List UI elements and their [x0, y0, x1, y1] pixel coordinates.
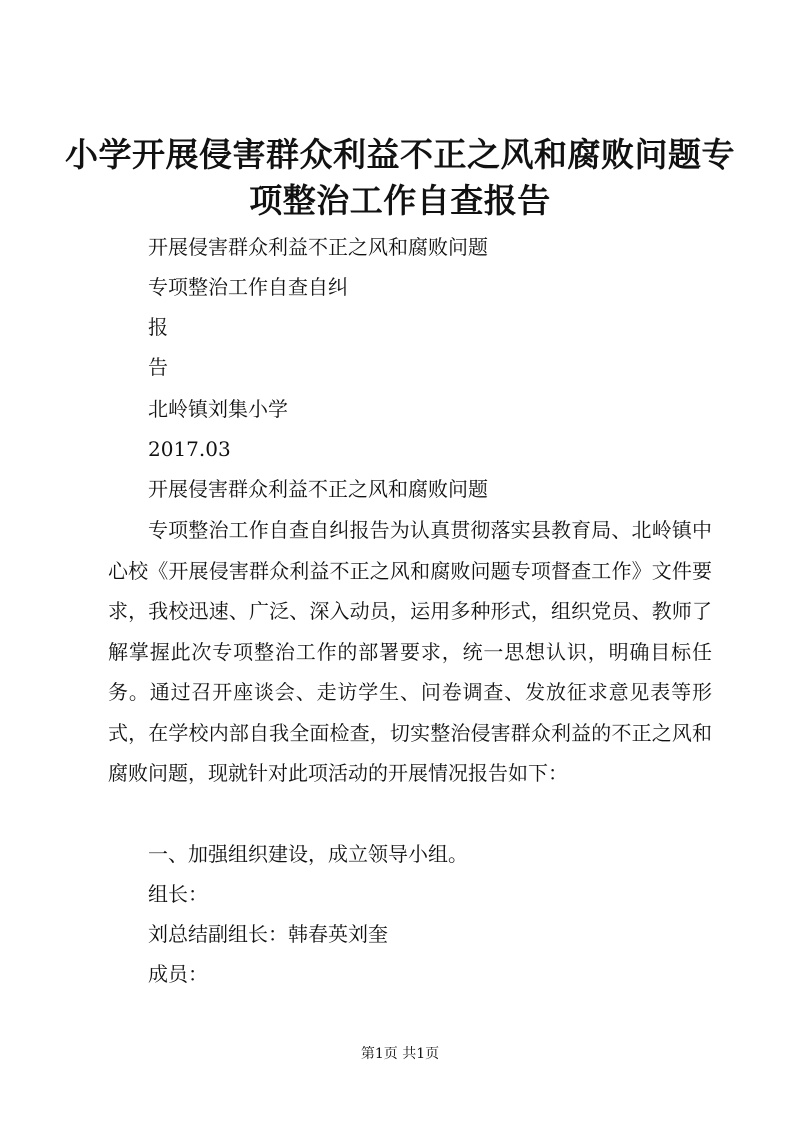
body-paragraph: 专项整治工作自查自纠报告为认真贯彻落实县教育局、北岭镇中心校《开展侵害群众利益不正之风和腐败问题专项督查工作》文件要求，我校迅速、广泛、深入动员，运用多种形式，组织党员、教师了解掌握此次专项整治工作的部署要求，统一思想认识，明确目标任务。通过召开座谈会、走访学生、问卷调查、发放征求意见表等形式，在学校内部自我全面检查，切实整治侵害群众利益的不正之风和腐败问题，现就针对此项活动的开展情况报告如下： [108, 518, 712, 785]
subtitle-line: 开展侵害群众利益不正之风和腐败问题 [148, 235, 488, 259]
leaders-line: 刘总结副组长：韩春英刘奎 [148, 922, 388, 946]
report-date: 2017.03 [148, 437, 231, 461]
team-leader-label: 组长： [148, 882, 208, 906]
subtitle-line: 告 [148, 355, 168, 379]
subtitle-line: 开展侵害群众利益不正之风和腐败问题 [148, 477, 488, 501]
document-title [60, 132, 740, 224]
members-label: 成员： [148, 962, 208, 986]
school-name: 北岭镇刘集小学 [148, 397, 288, 421]
section-heading: 一、加强组织建设，成立领导小组。 [148, 842, 468, 866]
page-footer: 第1页 共1页 [360, 1046, 440, 1062]
title-line-1: 小学开展侵害群众利益不正之风和腐败问题专 [65, 135, 735, 174]
title-line-2: 项整治工作自查报告 [249, 181, 551, 220]
subtitle-line: 报 [148, 315, 168, 339]
subtitle-line: 专项整治工作自查自纠 [148, 275, 348, 299]
